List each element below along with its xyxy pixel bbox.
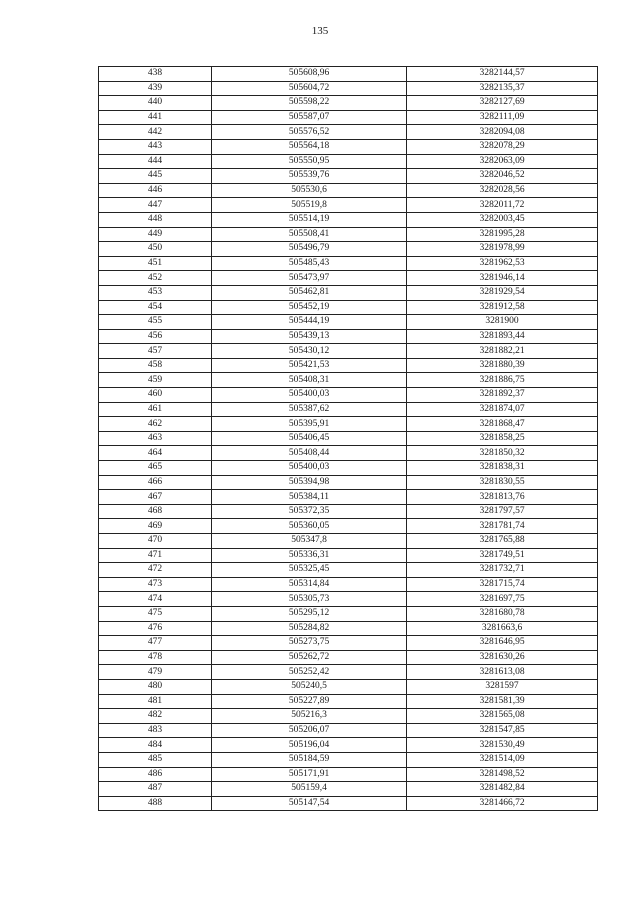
y-coordinate-cell: 3281514,09 bbox=[407, 752, 598, 767]
y-coordinate-cell: 3281912,58 bbox=[407, 300, 598, 315]
point-number-cell: 483 bbox=[99, 723, 212, 738]
point-number-cell: 462 bbox=[99, 417, 212, 432]
y-coordinate-cell: 3281995,28 bbox=[407, 227, 598, 242]
point-number-cell: 458 bbox=[99, 358, 212, 373]
point-number-cell: 472 bbox=[99, 563, 212, 578]
table-row bbox=[99, 475, 598, 490]
x-coordinate-cell: 505336,31 bbox=[212, 548, 407, 563]
table-row bbox=[99, 300, 598, 315]
table-row bbox=[99, 198, 598, 213]
point-number-cell: 476 bbox=[99, 621, 212, 636]
x-coordinate-cell: 505430,12 bbox=[212, 344, 407, 359]
point-number-cell: 488 bbox=[99, 796, 212, 811]
y-coordinate-cell: 3282063,09 bbox=[407, 154, 598, 169]
table-row bbox=[99, 388, 598, 403]
x-coordinate-cell: 505216,3 bbox=[212, 709, 407, 724]
x-coordinate-cell: 505587,07 bbox=[212, 110, 407, 125]
table-row bbox=[99, 417, 598, 432]
table-row bbox=[99, 519, 598, 534]
point-number-cell: 465 bbox=[99, 461, 212, 476]
table-row bbox=[99, 285, 598, 300]
table-row bbox=[99, 344, 598, 359]
x-coordinate-cell: 505408,44 bbox=[212, 446, 407, 461]
y-coordinate-cell: 3282078,29 bbox=[407, 139, 598, 154]
table-row bbox=[99, 723, 598, 738]
x-coordinate-cell: 505206,07 bbox=[212, 723, 407, 738]
table-row bbox=[99, 271, 598, 286]
y-coordinate-cell: 3281581,39 bbox=[407, 694, 598, 709]
table-row bbox=[99, 81, 598, 96]
point-number-cell: 440 bbox=[99, 96, 212, 111]
x-coordinate-cell: 505444,19 bbox=[212, 315, 407, 330]
y-coordinate-cell: 3281530,49 bbox=[407, 738, 598, 753]
x-coordinate-cell: 505159,4 bbox=[212, 782, 407, 797]
y-coordinate-cell: 3282011,72 bbox=[407, 198, 598, 213]
x-coordinate-cell: 505295,12 bbox=[212, 606, 407, 621]
y-coordinate-cell: 3281663,6 bbox=[407, 621, 598, 636]
point-number-cell: 466 bbox=[99, 475, 212, 490]
x-coordinate-cell: 505519,8 bbox=[212, 198, 407, 213]
x-coordinate-cell: 505400,03 bbox=[212, 388, 407, 403]
x-coordinate-cell: 505252,42 bbox=[212, 665, 407, 680]
x-coordinate-cell: 505564,18 bbox=[212, 139, 407, 154]
x-coordinate-cell: 505394,98 bbox=[212, 475, 407, 490]
y-coordinate-cell: 3282094,08 bbox=[407, 125, 598, 140]
y-coordinate-cell: 3281886,75 bbox=[407, 373, 598, 388]
x-coordinate-cell: 505147,54 bbox=[212, 796, 407, 811]
y-coordinate-cell: 3281466,72 bbox=[407, 796, 598, 811]
table-row bbox=[99, 358, 598, 373]
table-row bbox=[99, 679, 598, 694]
table-row bbox=[99, 752, 598, 767]
table-row bbox=[99, 694, 598, 709]
y-coordinate-cell: 3281882,21 bbox=[407, 344, 598, 359]
table-row bbox=[99, 446, 598, 461]
y-coordinate-cell: 3281892,37 bbox=[407, 388, 598, 403]
point-number-cell: 442 bbox=[99, 125, 212, 140]
x-coordinate-cell: 505439,13 bbox=[212, 329, 407, 344]
table-row bbox=[99, 139, 598, 154]
table-row bbox=[99, 242, 598, 257]
x-coordinate-cell: 505372,35 bbox=[212, 504, 407, 519]
point-number-cell: 438 bbox=[99, 67, 212, 82]
point-number-cell: 474 bbox=[99, 592, 212, 607]
y-coordinate-cell: 3281893,44 bbox=[407, 329, 598, 344]
x-coordinate-cell: 505576,52 bbox=[212, 125, 407, 140]
y-coordinate-cell: 3281900 bbox=[407, 315, 598, 330]
table-row bbox=[99, 504, 598, 519]
y-coordinate-cell: 3281880,39 bbox=[407, 358, 598, 373]
x-coordinate-cell: 505539,76 bbox=[212, 169, 407, 184]
x-coordinate-cell: 505360,05 bbox=[212, 519, 407, 534]
y-coordinate-cell: 3281858,25 bbox=[407, 431, 598, 446]
point-number-cell: 475 bbox=[99, 606, 212, 621]
y-coordinate-cell: 3281697,75 bbox=[407, 592, 598, 607]
x-coordinate-cell: 505384,11 bbox=[212, 490, 407, 505]
table-row bbox=[99, 796, 598, 811]
x-coordinate-cell: 505598,22 bbox=[212, 96, 407, 111]
point-number-cell: 441 bbox=[99, 110, 212, 125]
x-coordinate-cell: 505395,91 bbox=[212, 417, 407, 432]
point-number-cell: 459 bbox=[99, 373, 212, 388]
point-number-cell: 448 bbox=[99, 212, 212, 227]
y-coordinate-cell: 3281978,99 bbox=[407, 242, 598, 257]
point-number-cell: 480 bbox=[99, 679, 212, 694]
x-coordinate-cell: 505184,59 bbox=[212, 752, 407, 767]
table-row bbox=[99, 154, 598, 169]
table-row bbox=[99, 67, 598, 82]
point-number-cell: 471 bbox=[99, 548, 212, 563]
x-coordinate-cell: 505227,89 bbox=[212, 694, 407, 709]
y-coordinate-cell: 3281749,51 bbox=[407, 548, 598, 563]
y-coordinate-cell: 3282111,09 bbox=[407, 110, 598, 125]
y-coordinate-cell: 3281830,55 bbox=[407, 475, 598, 490]
x-coordinate-cell: 505408,31 bbox=[212, 373, 407, 388]
point-number-cell: 470 bbox=[99, 534, 212, 549]
x-coordinate-cell: 505347,8 bbox=[212, 534, 407, 549]
point-number-cell: 469 bbox=[99, 519, 212, 534]
table-row bbox=[99, 402, 598, 417]
x-coordinate-cell: 505530,6 bbox=[212, 183, 407, 198]
table-row bbox=[99, 125, 598, 140]
y-coordinate-cell: 3281797,57 bbox=[407, 504, 598, 519]
y-coordinate-cell: 3281929,54 bbox=[407, 285, 598, 300]
table-row bbox=[99, 767, 598, 782]
point-number-cell: 477 bbox=[99, 636, 212, 651]
y-coordinate-cell: 3281946,14 bbox=[407, 271, 598, 286]
table-row bbox=[99, 709, 598, 724]
table-row bbox=[99, 212, 598, 227]
y-coordinate-cell: 3281597 bbox=[407, 679, 598, 694]
table-row bbox=[99, 636, 598, 651]
page-number: 135 bbox=[311, 25, 329, 37]
table-row bbox=[99, 169, 598, 184]
table-row bbox=[99, 606, 598, 621]
y-coordinate-cell: 3281781,74 bbox=[407, 519, 598, 534]
point-number-cell: 444 bbox=[99, 154, 212, 169]
point-number-cell: 454 bbox=[99, 300, 212, 315]
x-coordinate-cell: 505196,04 bbox=[212, 738, 407, 753]
point-number-cell: 478 bbox=[99, 650, 212, 665]
x-coordinate-cell: 505508,41 bbox=[212, 227, 407, 242]
y-coordinate-cell: 3281715,74 bbox=[407, 577, 598, 592]
table-row bbox=[99, 665, 598, 680]
y-coordinate-cell: 3282144,57 bbox=[407, 67, 598, 82]
table-row bbox=[99, 329, 598, 344]
y-coordinate-cell: 3281850,32 bbox=[407, 446, 598, 461]
point-number-cell: 457 bbox=[99, 344, 212, 359]
table-row bbox=[99, 373, 598, 388]
table-row bbox=[99, 592, 598, 607]
coordinates-table bbox=[98, 66, 598, 811]
table-row bbox=[99, 650, 598, 665]
point-number-cell: 450 bbox=[99, 242, 212, 257]
point-number-cell: 486 bbox=[99, 767, 212, 782]
y-coordinate-cell: 3282127,69 bbox=[407, 96, 598, 111]
y-coordinate-cell: 3281613,08 bbox=[407, 665, 598, 680]
point-number-cell: 479 bbox=[99, 665, 212, 680]
table-row bbox=[99, 490, 598, 505]
point-number-cell: 460 bbox=[99, 388, 212, 403]
table-row bbox=[99, 563, 598, 578]
y-coordinate-cell: 3281630,26 bbox=[407, 650, 598, 665]
table-row bbox=[99, 738, 598, 753]
x-coordinate-cell: 505240,5 bbox=[212, 679, 407, 694]
x-coordinate-cell: 505496,79 bbox=[212, 242, 407, 257]
table-row bbox=[99, 315, 598, 330]
table-row bbox=[99, 534, 598, 549]
y-coordinate-cell: 3281874,07 bbox=[407, 402, 598, 417]
x-coordinate-cell: 505550,95 bbox=[212, 154, 407, 169]
table-row bbox=[99, 548, 598, 563]
point-number-cell: 473 bbox=[99, 577, 212, 592]
y-coordinate-cell: 3281732,71 bbox=[407, 563, 598, 578]
y-coordinate-cell: 3281765,88 bbox=[407, 534, 598, 549]
y-coordinate-cell: 3281565,08 bbox=[407, 709, 598, 724]
x-coordinate-cell: 505171,91 bbox=[212, 767, 407, 782]
point-number-cell: 451 bbox=[99, 256, 212, 271]
table-row bbox=[99, 461, 598, 476]
y-coordinate-cell: 3281646,95 bbox=[407, 636, 598, 651]
point-number-cell: 439 bbox=[99, 81, 212, 96]
table-row bbox=[99, 256, 598, 271]
table-row bbox=[99, 431, 598, 446]
x-coordinate-cell: 505604,72 bbox=[212, 81, 407, 96]
x-coordinate-cell: 505273,75 bbox=[212, 636, 407, 651]
point-number-cell: 487 bbox=[99, 782, 212, 797]
y-coordinate-cell: 3281962,53 bbox=[407, 256, 598, 271]
point-number-cell: 467 bbox=[99, 490, 212, 505]
x-coordinate-cell: 505608,96 bbox=[212, 67, 407, 82]
point-number-cell: 445 bbox=[99, 169, 212, 184]
y-coordinate-cell: 3281680,78 bbox=[407, 606, 598, 621]
point-number-cell: 449 bbox=[99, 227, 212, 242]
y-coordinate-cell: 3281547,85 bbox=[407, 723, 598, 738]
x-coordinate-cell: 505462,81 bbox=[212, 285, 407, 300]
table-row bbox=[99, 782, 598, 797]
point-number-cell: 452 bbox=[99, 271, 212, 286]
coordinates-table-body bbox=[99, 67, 598, 811]
table-row bbox=[99, 96, 598, 111]
point-number-cell: 461 bbox=[99, 402, 212, 417]
y-coordinate-cell: 3282028,56 bbox=[407, 183, 598, 198]
y-coordinate-cell: 3281838,31 bbox=[407, 461, 598, 476]
y-coordinate-cell: 3282135,37 bbox=[407, 81, 598, 96]
x-coordinate-cell: 505387,62 bbox=[212, 402, 407, 417]
point-number-cell: 453 bbox=[99, 285, 212, 300]
point-number-cell: 484 bbox=[99, 738, 212, 753]
y-coordinate-cell: 3282003,45 bbox=[407, 212, 598, 227]
point-number-cell: 455 bbox=[99, 315, 212, 330]
x-coordinate-cell: 505284,82 bbox=[212, 621, 407, 636]
table-row bbox=[99, 183, 598, 198]
table-row bbox=[99, 227, 598, 242]
x-coordinate-cell: 505514,19 bbox=[212, 212, 407, 227]
table-row bbox=[99, 621, 598, 636]
point-number-cell: 485 bbox=[99, 752, 212, 767]
point-number-cell: 481 bbox=[99, 694, 212, 709]
y-coordinate-cell: 3281868,47 bbox=[407, 417, 598, 432]
y-coordinate-cell: 3281482,84 bbox=[407, 782, 598, 797]
y-coordinate-cell: 3282046,52 bbox=[407, 169, 598, 184]
x-coordinate-cell: 505305,73 bbox=[212, 592, 407, 607]
point-number-cell: 482 bbox=[99, 709, 212, 724]
point-number-cell: 468 bbox=[99, 504, 212, 519]
x-coordinate-cell: 505421,53 bbox=[212, 358, 407, 373]
point-number-cell: 443 bbox=[99, 139, 212, 154]
x-coordinate-cell: 505314,84 bbox=[212, 577, 407, 592]
point-number-cell: 463 bbox=[99, 431, 212, 446]
x-coordinate-cell: 505406,45 bbox=[212, 431, 407, 446]
x-coordinate-cell: 505400,03 bbox=[212, 461, 407, 476]
point-number-cell: 456 bbox=[99, 329, 212, 344]
y-coordinate-cell: 3281498,52 bbox=[407, 767, 598, 782]
y-coordinate-cell: 3281813,76 bbox=[407, 490, 598, 505]
x-coordinate-cell: 505452,19 bbox=[212, 300, 407, 315]
point-number-cell: 446 bbox=[99, 183, 212, 198]
x-coordinate-cell: 505325,45 bbox=[212, 563, 407, 578]
x-coordinate-cell: 505262,72 bbox=[212, 650, 407, 665]
point-number-cell: 464 bbox=[99, 446, 212, 461]
x-coordinate-cell: 505473,97 bbox=[212, 271, 407, 286]
table-row bbox=[99, 577, 598, 592]
point-number-cell: 447 bbox=[99, 198, 212, 213]
x-coordinate-cell: 505485,43 bbox=[212, 256, 407, 271]
table-row bbox=[99, 110, 598, 125]
